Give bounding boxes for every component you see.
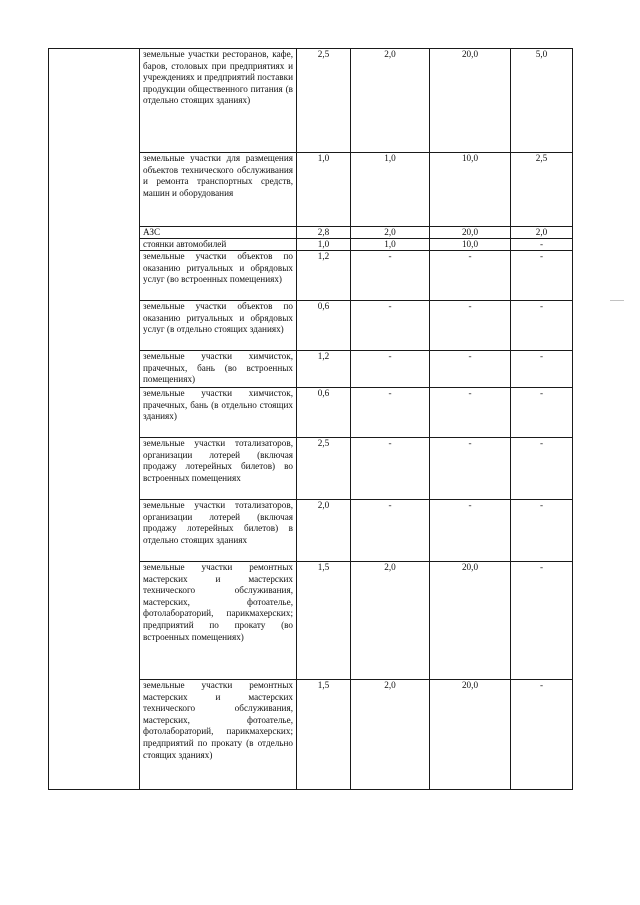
- land-use-description: земельные участки ремонтных мастерских и мастерских технического обслуживания, мастерских, фотоателье, фотолабораторий, парикмахерских; предприятий по прокату (во встроенных помещениях): [140, 562, 297, 680]
- merged-first-column-cell: [49, 49, 140, 790]
- value-cell-3: -: [430, 438, 511, 500]
- rates-table: [48, 48, 573, 790]
- land-use-description: земельные участки тотализаторов, организации лотерей (включая продажу лотерейных билетов) во встроенных помещениях: [140, 438, 297, 500]
- value-cell-1: 2,5: [297, 438, 351, 500]
- value-cell-4: -: [511, 388, 573, 438]
- land-use-description: земельные участки ресторанов, кафе, баров, столовых при предприятиях и учреждениях и предприятий поставки продукции общественного питания (в отдельно стоящих зданиях): [140, 49, 297, 153]
- value-cell-1: 1,5: [297, 562, 351, 680]
- value-cell-2: -: [351, 301, 430, 351]
- value-cell-2: 2,0: [351, 562, 430, 680]
- value-cell-3: -: [430, 251, 511, 301]
- value-cell-1: 1,2: [297, 351, 351, 388]
- scan-mark: [610, 300, 624, 301]
- land-use-description: земельные участки ремонтных мастерских и мастерских технического обслуживания, мастерских, фотоателье, фотолабораторий, парикмахерских; предприятий по прокату (в отдельно стоящих зданиях): [140, 680, 297, 790]
- value-cell-4: -: [511, 301, 573, 351]
- value-cell-1: 0,6: [297, 388, 351, 438]
- value-cell-2: -: [351, 438, 430, 500]
- value-cell-3: 10,0: [430, 239, 511, 251]
- value-cell-1: 1,0: [297, 239, 351, 251]
- value-cell-4: 2,0: [511, 227, 573, 239]
- land-use-description: земельные участки для размещения объектов технического обслуживания и ремонта транспортных средств, машин и оборудования: [140, 153, 297, 227]
- value-cell-1: 2,8: [297, 227, 351, 239]
- value-cell-1: 2,0: [297, 500, 351, 562]
- land-use-description: АЗС: [140, 227, 297, 239]
- value-cell-3: -: [430, 388, 511, 438]
- table-row: [49, 49, 573, 153]
- value-cell-2: -: [351, 388, 430, 438]
- value-cell-4: 5,0: [511, 49, 573, 153]
- land-use-description: земельные участки химчисток, прачечных, бань (в отдельно стоящих зданиях): [140, 388, 297, 438]
- value-cell-2: -: [351, 351, 430, 388]
- value-cell-3: 10,0: [430, 153, 511, 227]
- value-cell-2: 1,0: [351, 239, 430, 251]
- value-cell-2: 2,0: [351, 49, 430, 153]
- value-cell-3: 20,0: [430, 680, 511, 790]
- value-cell-4: -: [511, 500, 573, 562]
- value-cell-2: 2,0: [351, 680, 430, 790]
- value-cell-4: -: [511, 680, 573, 790]
- value-cell-3: 20,0: [430, 227, 511, 239]
- value-cell-3: -: [430, 500, 511, 562]
- value-cell-2: -: [351, 251, 430, 301]
- value-cell-4: -: [511, 351, 573, 388]
- value-cell-2: 1,0: [351, 153, 430, 227]
- value-cell-3: 20,0: [430, 562, 511, 680]
- land-use-description: земельные участки тотализаторов, организации лотерей (включая продажу лотерейных билетов) в отдельно стоящих зданиях: [140, 500, 297, 562]
- value-cell-4: -: [511, 562, 573, 680]
- value-cell-4: -: [511, 251, 573, 301]
- value-cell-1: 1,2: [297, 251, 351, 301]
- value-cell-2: -: [351, 500, 430, 562]
- land-use-description: земельные участки объектов по оказанию ритуальных и обрядовых услуг (в отдельно стоящих зданиях): [140, 301, 297, 351]
- value-cell-1: 0,6: [297, 301, 351, 351]
- value-cell-1: 1,5: [297, 680, 351, 790]
- value-cell-1: 1,0: [297, 153, 351, 227]
- value-cell-3: -: [430, 351, 511, 388]
- value-cell-4: -: [511, 239, 573, 251]
- land-use-description: земельные участки объектов по оказанию ритуальных и обрядовых услуг (во встроенных помещениях): [140, 251, 297, 301]
- value-cell-4: -: [511, 438, 573, 500]
- land-use-description: стоянки автомобилей: [140, 239, 297, 251]
- value-cell-1: 2,5: [297, 49, 351, 153]
- value-cell-2: 2,0: [351, 227, 430, 239]
- value-cell-3: -: [430, 301, 511, 351]
- value-cell-4: 2,5: [511, 153, 573, 227]
- land-use-description: земельные участки химчисток, прачечных, бань (во встроенных помещениях): [140, 351, 297, 388]
- value-cell-3: 20,0: [430, 49, 511, 153]
